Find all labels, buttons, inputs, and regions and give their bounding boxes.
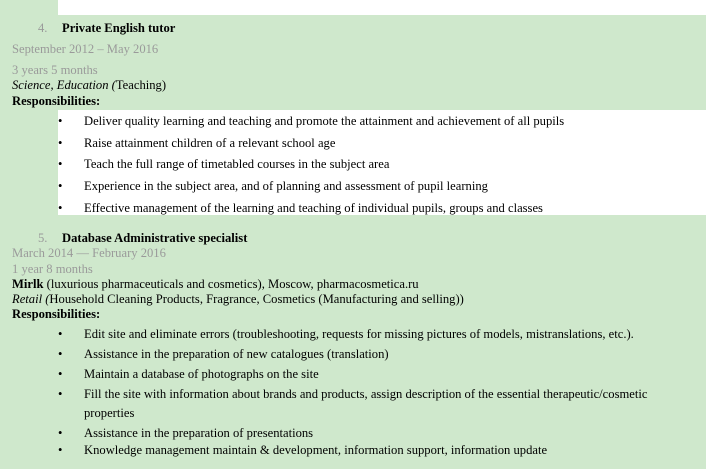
bullet-icon: • — [58, 157, 63, 171]
bullet-text: Assistance in the preparation of new catalogues (translation) — [84, 347, 389, 361]
job4-duration: 3 years 5 months — [12, 63, 98, 77]
bullet-text: Assistance in the preparation of presentations — [84, 426, 314, 440]
bullet-text: Edit site and eliminate errors (troubleshooting, requests for missing pictures of models, mistranslations, etc.). — [84, 327, 634, 341]
job5-title: Database Administrative specialist — [62, 231, 248, 245]
bullet-icon: • — [58, 136, 63, 150]
bullet-icon: • — [58, 179, 63, 193]
job5-number: 5. — [38, 231, 48, 245]
job5-dates: March 2014 — February 2016 — [12, 246, 166, 260]
bullet-text: Raise attainment children of a relevant school age — [84, 136, 336, 150]
bullet-icon: • — [58, 367, 63, 381]
bullet-icon: • — [58, 426, 63, 440]
bullet-icon: • — [58, 201, 63, 215]
job4-heading — [12, 21, 175, 36]
bullet-text: Experience in the subject area, and of planning and assessment of pupil learning — [84, 179, 488, 193]
top-white-strip — [58, 0, 706, 15]
bullet-text: Maintain a database of photographs on the site — [84, 367, 319, 381]
bullet-text: properties — [84, 406, 135, 420]
job4-dates: September 2012 – May 2016 — [12, 42, 159, 56]
job4-number: 4. — [38, 21, 48, 35]
job4-responsibilities-label: Responsibilities: — [12, 94, 101, 108]
job5-responsibilities-label: Responsibilities: — [12, 307, 101, 321]
job5-heading — [12, 231, 247, 246]
bullet-text: Effective management of the learning and teaching of individual pupils, groups and classes — [84, 201, 543, 215]
bullet-text: Knowledge management maintain & development, information support, information update — [84, 443, 548, 457]
job4-title: Private English tutor — [62, 21, 176, 35]
bullet-text: Fill the site with information about brands and products, assign description of the essential therapeutic/cosmetic — [84, 387, 648, 401]
bullet-icon: • — [58, 347, 63, 361]
job5-company-name: Mirlk — [12, 277, 44, 291]
job4-field — [12, 78, 166, 93]
bullet-icon: • — [58, 387, 63, 401]
job4-field-plain: Teaching) — [115, 78, 167, 92]
job4-left-margin-bg — [0, 110, 58, 215]
job5-company — [12, 277, 419, 292]
job5-company-details: (luxurious pharmaceuticals and cosmetics), Moscow, pharmacosmetica.ru — [43, 277, 419, 291]
job4-field-italic: Science, Education ( — [12, 78, 116, 92]
bullet-text: Teach the full range of timetabled courses in the subject area — [84, 157, 390, 171]
bullet-text: Deliver quality learning and teaching and promote the attainment and achievement of all pupils — [84, 114, 565, 128]
job5-sector-italic: Retail ( — [12, 292, 50, 306]
bullet-icon: • — [58, 114, 63, 128]
job5-duration: 1 year 8 months — [12, 262, 93, 276]
job5-sector — [12, 292, 464, 307]
bullet-icon: • — [58, 443, 63, 457]
bullet-icon: • — [58, 327, 63, 341]
job5-sector-plain: Household Cleaning Products, Fragrance, Cosmetics (Manufacturing and selling)) — [49, 292, 464, 306]
